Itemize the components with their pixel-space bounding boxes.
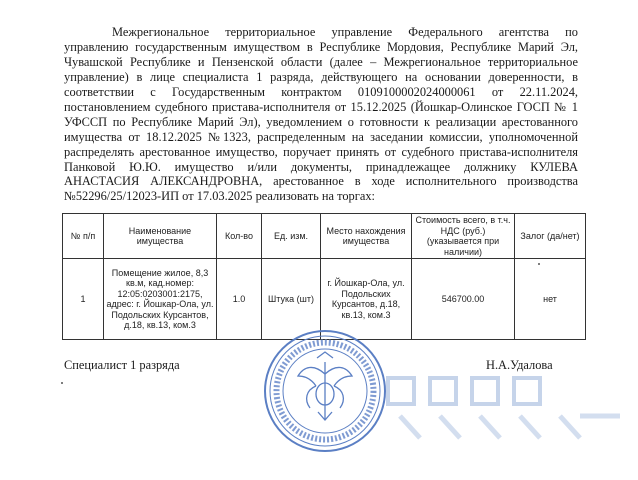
signatory-position: Специалист 1 разряда xyxy=(64,358,180,372)
faded-watermark xyxy=(380,372,630,442)
cell-num: 1 xyxy=(63,259,104,340)
table-header-row xyxy=(63,214,586,259)
signatory-name: Н.А.Удалова xyxy=(486,358,553,372)
property-table xyxy=(62,213,586,340)
cell-qty: 1.0 xyxy=(217,259,262,340)
col-unit-header: Ед. изм. xyxy=(262,214,321,259)
order-text: Межрегиональное территориальное управление Федерального агентства по управлению государственным имуществом в Республике Мордовия, Республике Марий Эл, Чувашской Республике и Пензенской области (далее – Межрегиональное территориальное управление) в лице специалиста 1 разряда, действующего на основании доверенности, в соответствии с Государственным контрактом 0109100002024000061 от 22.11.2024, постановлением судебного пристава-исполнителя от 15.12.2025 (Йошкар-Олинское ГОСП № 1 УФССП по Республике Марий Эл), уведомлением о готовности к реализации арестованного имущества от 18.12.2025 №1323, распределенным на заседании комиссии, уполномоченной распределять арестованное имущество, поручает принять от судебного пристава-исполнителя Панковой Ю.Ю. имущество и/или документы, принадлежащее должнику КУЛЕВА АНАСТАСИЯ АЛЕКСАНДРОВНА, арестованное в ходе исполнительного производства №52296/25/12023-ИП от 17.03.2025 реализовать на торгах: xyxy=(64,25,578,204)
official-stamp xyxy=(262,328,388,454)
speck xyxy=(61,382,63,384)
cell-location: г. Йошкар-Ола, ул. Подольских Курсантов, д.18, кв.13, ком.3 xyxy=(321,259,412,340)
col-qty-header: Кол-во xyxy=(217,214,262,259)
cell-name: Помещение жилое, 8,3 кв.м, кад.номер: 12:05:0203001:2175, адрес: г. Йошкар-Ола, ул. Подольских Курсантов, д.18, кв.13, ком.3 xyxy=(104,259,217,340)
speck xyxy=(538,263,540,265)
cell-cost: 546700.00 xyxy=(412,259,515,340)
col-num-header: № п/п xyxy=(63,214,104,259)
cell-pledge: нет xyxy=(515,259,586,340)
col-pledge-header: Залог (да/нет) xyxy=(515,214,586,259)
cell-unit: Штука (шт) xyxy=(262,259,321,340)
col-cost-header: Стоимость всего, в т.ч. НДС (руб.) (указывается при наличии) xyxy=(412,214,515,259)
col-name-header: Наименование имущества xyxy=(104,214,217,259)
col-location-header: Место нахождения имущества xyxy=(321,214,412,259)
